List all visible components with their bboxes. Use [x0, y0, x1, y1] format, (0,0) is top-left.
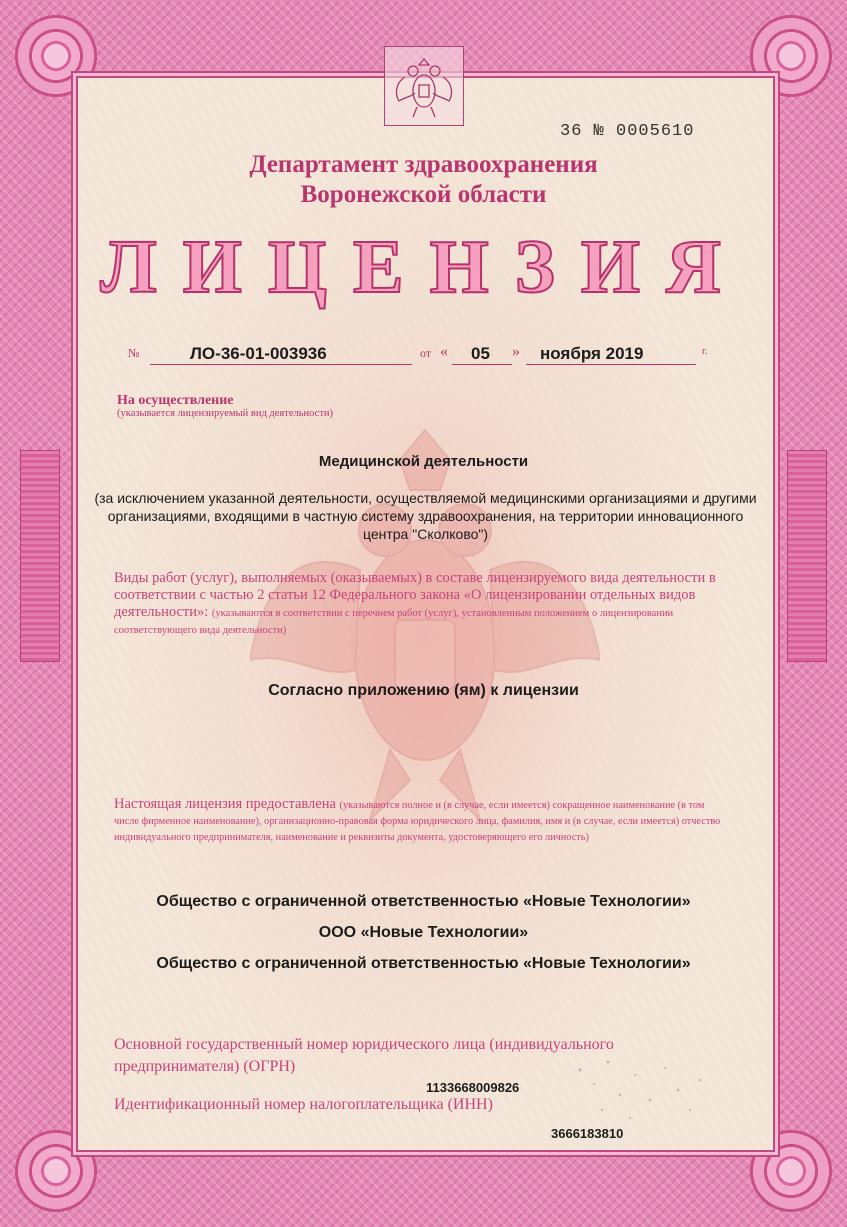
activity-label: На осуществление	[117, 393, 234, 408]
serial-number: 36 № 0005610	[560, 122, 695, 141]
authority-line-2: Воронежской области	[300, 181, 547, 208]
org-full-name: Общество с ограниченной ответственностью «Новые Технологии»	[156, 893, 691, 910]
license-month-year: ноября 2019	[540, 344, 644, 363]
quote-close: »	[512, 343, 520, 360]
issuing-authority	[0, 150, 847, 210]
document-title: ЛИЦЕНЗИЯ	[100, 225, 747, 309]
ogrn-value: 1133668009826	[426, 1080, 520, 1095]
works-hint: (указываются в соответствии с перечнем работ (услуг), установленным положением о лицензировании соответствующего вида деятельности)	[114, 608, 674, 636]
year-suffix: г.	[702, 346, 708, 357]
from-label: от	[420, 346, 432, 360]
activity-label-hint: (указывается лицензируемый вид деятельности)	[117, 408, 334, 419]
left-side-band	[20, 450, 60, 662]
activity-title: Медицинской деятельности	[318, 453, 529, 470]
inn-value: 3666183810	[551, 1126, 624, 1141]
granted-section	[114, 796, 729, 844]
coat-of-arms-icon	[384, 46, 464, 126]
quote-open: «	[440, 343, 448, 360]
activity-description: (за исключением указанной деятельности, осуществляемой медицинскими организациями и другими организациями, входящими в частную систему здравоохранения, на территории инновационного центра "Сколково")	[94, 490, 757, 542]
right-side-band	[787, 450, 827, 662]
org-short-name: ООО «Новые Технологии»	[318, 924, 529, 941]
inn-label: Идентификационный номер налогоплательщика (ИНН)	[114, 1096, 493, 1113]
org-firm-name: Общество с ограниченной ответственностью «Новые Технологии»	[156, 955, 691, 972]
license-day: 05	[471, 344, 490, 363]
works-text: Виды работ (услуг), выполняемых (оказываемых) в составе лицензируемого вида деятельности в соответствии с частью 2 статьи 12 Федерального закона «О лицензировании отдельных видов деятельности»:	[114, 570, 716, 620]
granted-text: Настоящая лицензия предоставлена	[114, 796, 336, 812]
ogrn-label: Основной государственный номер юридического лица (индивидуального предпринимателя) (ОГРН)	[114, 1036, 614, 1075]
license-number: ЛО-36-01-003936	[190, 344, 327, 363]
license-number-row	[128, 342, 728, 368]
number-label: №	[128, 346, 140, 360]
authority-line-1: Департамент здравоохранения	[249, 151, 598, 178]
annex-reference: Согласно приложению (ям) к лицензии	[268, 682, 579, 699]
granted-hint: (указываются полное и (в случае, если имеется) сокращенное наименование (в том числе фирменное наименование), организационно-правовая форма юридического лица, фамилия, имя и (в случае, если имеется) отчество индивидуального предпринимателя, наименование и реквизиты документа, удостоверяющего его личность)	[114, 800, 721, 843]
works-section	[114, 570, 734, 638]
